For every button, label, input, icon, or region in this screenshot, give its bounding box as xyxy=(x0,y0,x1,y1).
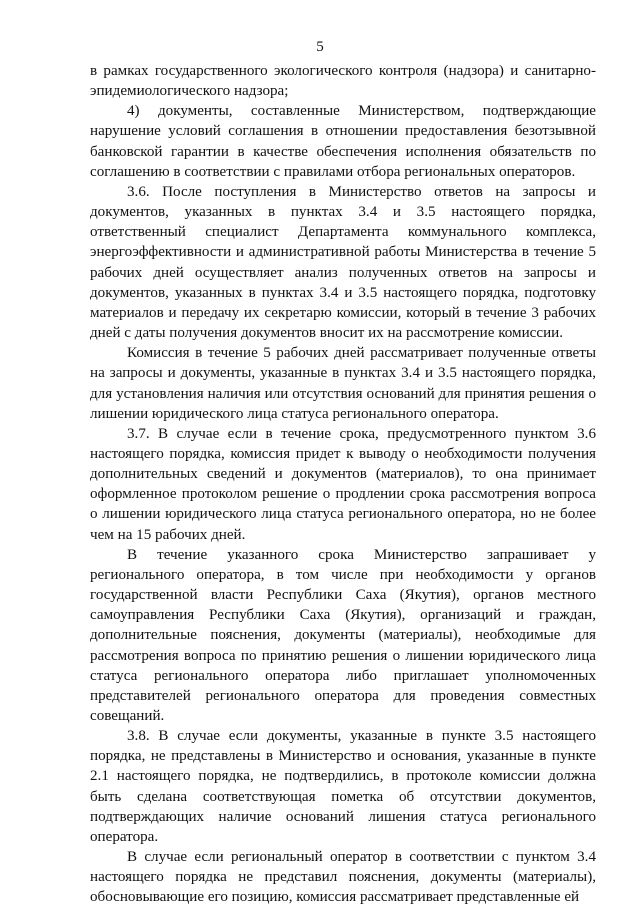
paragraph-ministry-request: В течение указанного срока Министерство запрашивает у регионального оператора, в том числе при необходимости у органов государственной власти Республики Саха (Якутия), органов местного самоуправления Республики Саха (Якутия), организаций и граждан, дополнительные пояснения, документы (материалы), необходимые для рассмотрения вопроса по принятию решения о лишении юридического лица статуса регионального оператора либо приглашает уполномоченных представителей регионального оператора для проведения совместных совещаний. xyxy=(90,546,596,724)
paragraph-operator-no-response: В случае если региональный оператор в соответствии с пунктом 3.4 настоящего порядка не представил пояснения, документы (материалы), обосновывающие его позицию, комиссия рассматривает представленные ей xyxy=(90,849,596,906)
paragraph-item-4: 4) документы, составленные Министерством, подтверждающие нарушение условий соглашения в отношении предоставления безотзывной банковской гарантии в качестве обеспечения исполнения обязательств по соглашению в соответствии с правилами отбора региональных операторов. xyxy=(90,103,596,180)
paragraph-commission-review: Комиссия в течение 5 рабочих дней рассматривает полученные ответы на запросы и документы, указанные в пунктах 3.4 и 3.5 настоящего порядка, для установления наличия или отсутствия оснований для принятия решения о лишении юридического лица статуса регионального оператора. xyxy=(90,345,596,422)
paragraph-3-8: 3.8. В случае если документы, указанные в пункте 3.5 настоящего порядка, не представлены в Министерство и основания, указанные в пункте 2.1 настоящего порядка, не подтвердились, в протоколе комиссии должна быть сделана соответствующая пометка об отсутствии документов, подтверждающих наличие оснований лишения статуса регионального оператора. xyxy=(90,728,596,845)
page-number: 5 xyxy=(316,39,324,55)
document-body xyxy=(90,61,596,908)
paragraph-3-7: 3.7. В случае если в течение срока, предусмотренного пунктом 3.6 настоящего порядка, комиссия придет к выводу о необходимости получения дополнительных сведений и документов (материалов), то она принимает оформленное протоколом решение о продлении срока рассмотрения вопроса о лишении юридического лица статуса регионального оператора, но не более чем на 15 рабочих дней. xyxy=(90,425,596,543)
paragraph-continuation: в рамках государственного экологического контроля (надзора) и санитарно-эпидемиологического надзора; xyxy=(90,63,596,100)
paragraph-3-6: 3.6. После поступления в Министерство ответов на запросы и документов, указанных в пунктах 3.4 и 3.5 настоящего порядка, ответственный специалист Департамента коммунального комплекса, энергоэффективности и административной работы Министерства в течение 5 рабочих дней осуществляет анализ полученных ответов на запросы и документов, указанных в пунктах 3.4 и 3.5 настоящего порядка, подготовку материалов и передачу их секретарю комиссии, который в течение 3 рабочих дней с даты получения документов вносит их на рассмотрение комиссии. xyxy=(90,183,596,342)
